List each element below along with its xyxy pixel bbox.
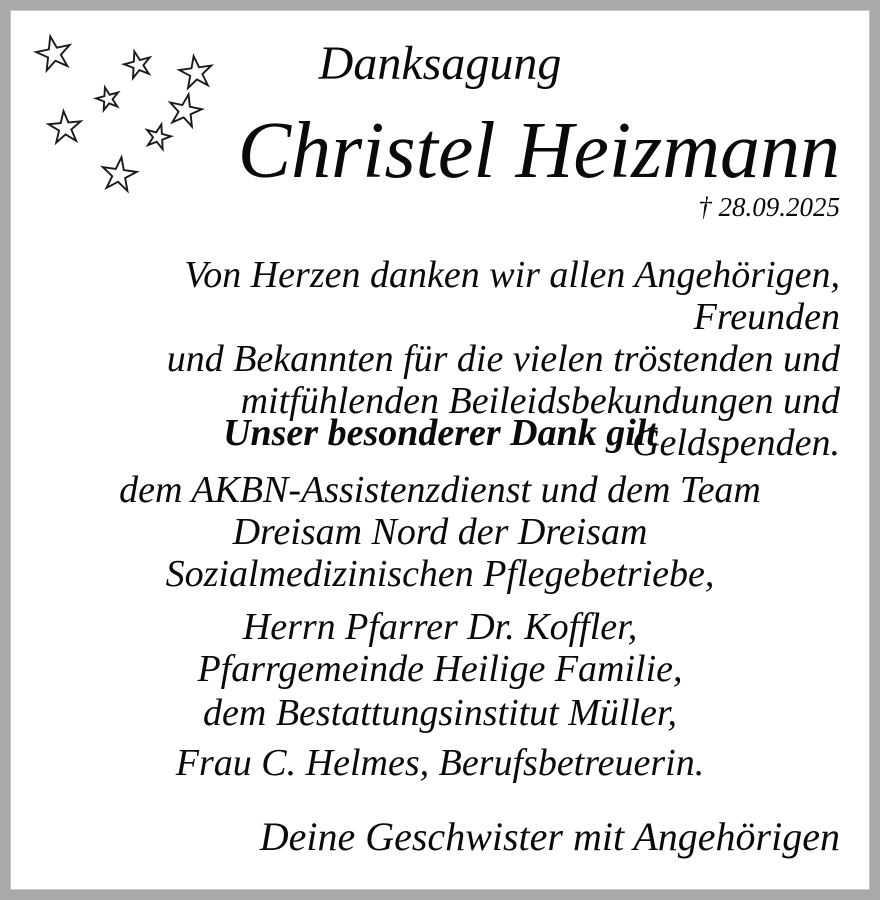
thanks-line: Herrn Pfarrer Dr. Koffler,	[242, 606, 638, 648]
intro-line: Von Herzen danken wir allen Angehörigen, Freunden	[184, 254, 840, 338]
notice-category: Danksagung	[318, 37, 562, 90]
thanks-line: Dreisam Nord der Dreisam	[232, 511, 648, 553]
thanks-line: Frau C. Helmes, Berufsbetreuerin.	[175, 742, 705, 784]
thanks-line: dem AKBN-Assistenzdienst und dem Team	[119, 469, 761, 511]
thanks-line: Sozialmedizinischen Pflegebetriebe,	[165, 553, 715, 595]
thanks-group-guardian	[10, 742, 870, 784]
star-icon	[47, 110, 82, 143]
thanks-line: dem Bestattungsinstitut Müller,	[203, 692, 677, 734]
thanks-heading: Unser besonderer Dank gilt	[223, 412, 657, 454]
thanks-group-funeral-home	[10, 692, 870, 734]
intro-line: mitfühlenden Beileidsbekundungen und Geldspenden.	[240, 380, 840, 464]
intro-line: und Bekannten für die vielen tröstenden und	[166, 338, 840, 380]
star-icon	[166, 91, 204, 128]
star-icon	[100, 155, 138, 192]
closing-signature: Deine Geschwister mit Angehörigen	[259, 814, 840, 859]
thanks-line: Pfarrgemeinde Heilige Familie,	[197, 648, 683, 690]
deceased-name: Christel Heizmann	[237, 107, 840, 195]
star-icon	[143, 121, 173, 150]
thanks-group-care-team	[10, 469, 870, 595]
thanks-group-pastor	[10, 606, 870, 690]
death-date: † 28.09.2025	[698, 192, 840, 222]
